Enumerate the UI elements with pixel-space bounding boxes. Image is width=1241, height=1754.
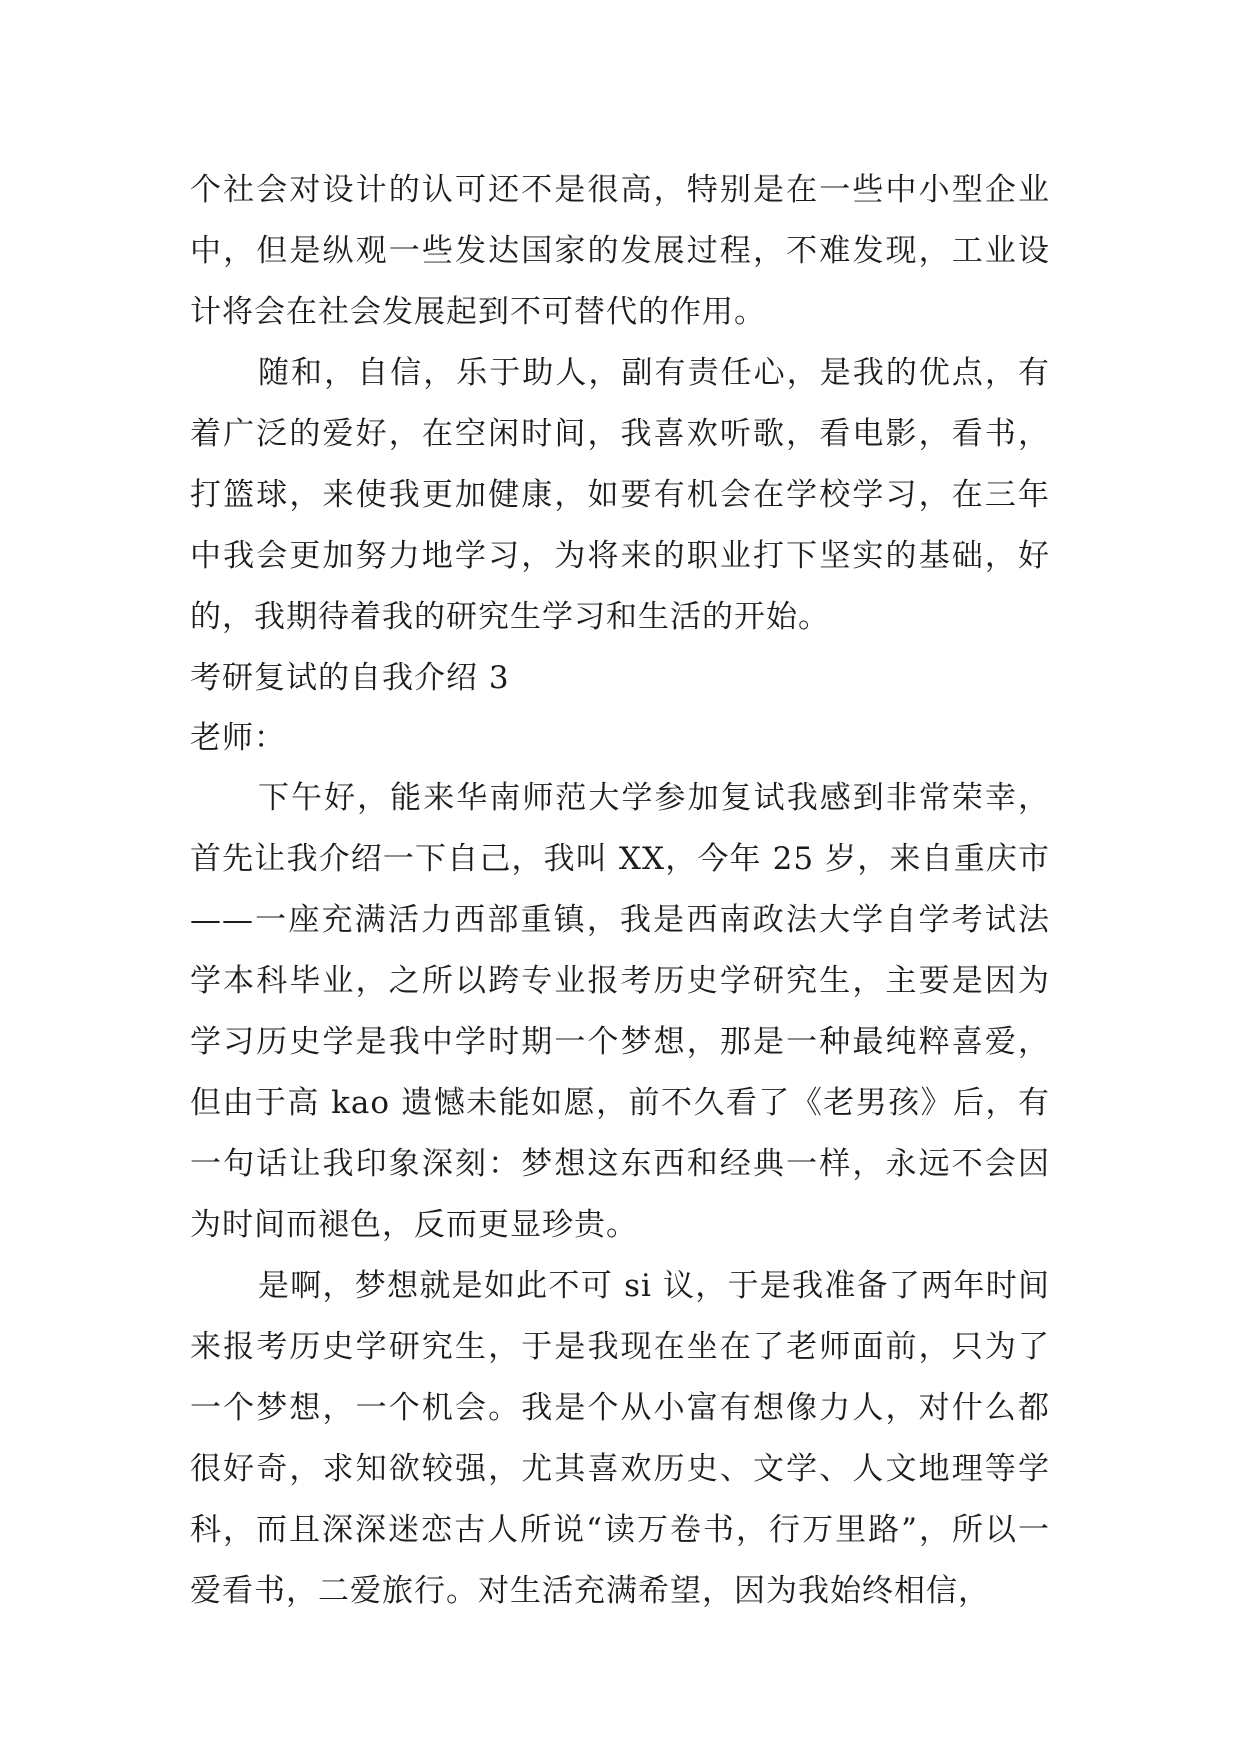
document-page: [190, 160, 1050, 1622]
paragraph-design-recognition: 个社会对设计的认可还不是很高，特别是在一些中小型企业中，但是纵观一些发达国家的发展过程，不难发现，工业设计将会在社会发展起到不可替代的作用。: [190, 172, 1050, 330]
paragraph-introduction: 下午好，能来华南师范大学参加复试我感到非常荣幸，首先让我介绍一下自己，我叫 XX，今年 25 岁，来自重庆市——一座充满活力西部重镇，我是西南政法大学自学考试法学本科毕业，之所以跨专业报考历史学研究生，主要是因为学习历史学是我中学时期一个梦想，那是一种最纯粹喜爱，但由于高 kao 遗憾未能如愿，前不久看了《老男孩》后，有一句话让我印象深刻：梦想这东西和经典一样，永远不会因为时间而褪色，反而更显珍贵。: [190, 780, 1050, 1243]
paragraph-dream: 是啊，梦想就是如此不可 si 议，于是我准备了两年时间来报考历史学研究生，于是我现在坐在了老师面前，只为了一个梦想，一个机会。我是个从小富有想像力人，对什么都很好奇，求知欲较强，尤其喜欢历史、文学、人文地理等学科，而且深深迷恋古人所说“读万卷书，行万里路”，所以一爱看书，二爱旅行。对生活充满希望，因为我始终相信，: [190, 1268, 1050, 1609]
section-heading: 考研复试的自我介绍 3: [190, 660, 510, 696]
salutation: 老师：: [190, 720, 286, 756]
paragraph-personal-traits: 随和，自信，乐于助人，副有责任心，是我的优点，有着广泛的爱好，在空闲时间，我喜欢听歌，看电影，看书，打篮球，来使我更加健康，如要有机会在学校学习，在三年中我会更加努力地学习，为将来的职业打下坚实的基础，好的，我期待着我的研究生学习和生活的开始。: [190, 355, 1050, 635]
